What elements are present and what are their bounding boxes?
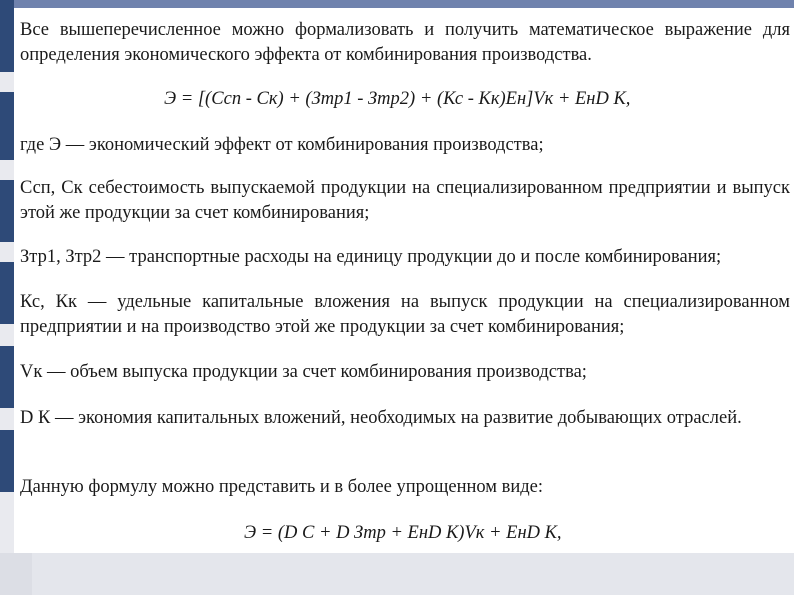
- bottom-decor-bar: [0, 553, 794, 595]
- intro-paragraph: [20, 18, 790, 68]
- definition-cost: [20, 176, 790, 226]
- definition-cost-text: Ссп, Ск себестоимость выпускаемой продукции на специализированном предприятии и выпуск этой же продукции за счет комбинирования;: [20, 178, 790, 223]
- effect-formula-text: Э = [(Ссп - Ск) + (Зтр1 - Зтр2) + (Кс - Кк)Ен]Vк + ЕнD К,: [164, 89, 631, 109]
- left-decor-tab: [0, 346, 14, 408]
- definition-capital: [20, 290, 790, 340]
- definition-capital-text: Кс, Кк — удельные капитальные вложения на выпуск продукции на специализированном предприятии и на производство этой же продукции за счет комбинирования;: [20, 292, 790, 337]
- definition-transport: [20, 245, 790, 270]
- left-decor-tab: [0, 0, 14, 72]
- left-decor-tab: [0, 262, 14, 324]
- definition-savings: [20, 406, 790, 431]
- left-decor-tab: [0, 92, 14, 160]
- slide-content: [14, 8, 794, 553]
- left-decor-tab: [0, 430, 14, 492]
- definition-savings-text: D К — экономия капитальных вложений, необходимых на развитие добывающих отраслей.: [20, 408, 742, 428]
- simplified-formula: [244, 521, 562, 546]
- definition-volume: [20, 360, 790, 385]
- simplified-formula-text: Э = (D C + D Зтр + ЕнD К)Vк + ЕнD К,: [244, 523, 562, 543]
- simplified-intro: [20, 475, 790, 500]
- definition-effect-text: где Э — экономический эффект от комбинирования производства;: [20, 135, 544, 155]
- intro-text: Все вышеперечисленное можно формализовать и получить математическое выражение для определения экономического эффекта от комбинирования производства.: [20, 20, 790, 65]
- definition-volume-text: Vк — объем выпуска продукции за счет комбинирования производства;: [20, 362, 587, 382]
- simplified-intro-text: Данную формулу можно представить и в более упрощенном виде:: [20, 477, 544, 497]
- bottom-decor-inner: [32, 553, 794, 595]
- definition-transport-text: Зтр1, Зтр2 — транспортные расходы на единицу продукции до и после комбинирования;: [20, 247, 722, 267]
- definition-effect: [20, 133, 790, 158]
- top-decor-band: [14, 0, 794, 8]
- left-decor-tab: [0, 180, 14, 242]
- effect-formula: [164, 87, 630, 112]
